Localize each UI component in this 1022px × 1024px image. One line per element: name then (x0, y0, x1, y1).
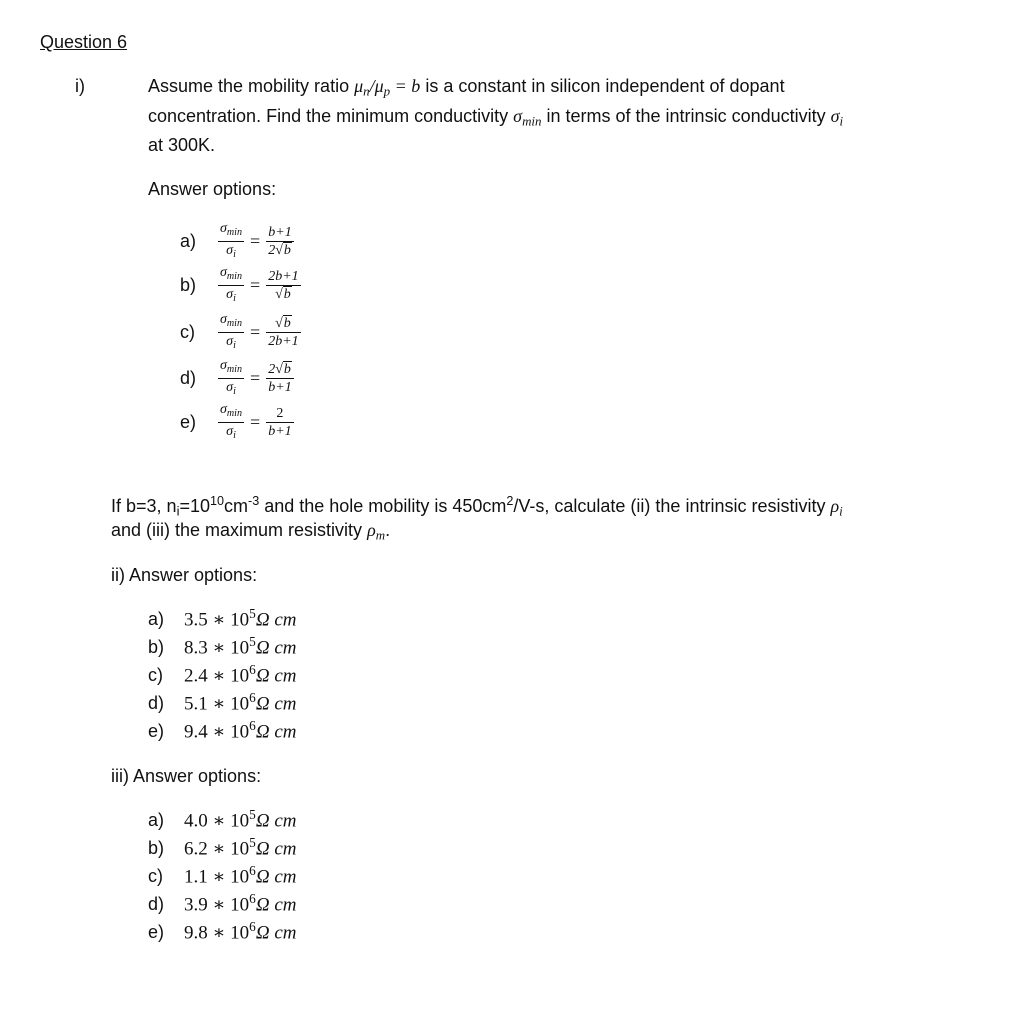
question-title: Question 6 (40, 32, 128, 52)
equals-sign: = (250, 274, 261, 295)
rho-i: $\rho_i$ (830, 495, 843, 519)
option-i-b[interactable] (180, 263, 301, 307)
option-ii-b[interactable] (148, 633, 296, 661)
option-label: e) (180, 411, 197, 432)
option-ii-e[interactable] (148, 717, 296, 745)
option-label: d) (180, 367, 197, 388)
rho-m: $\rho_m$ (367, 520, 386, 543)
mu-n: $\mu_n$ (354, 76, 370, 99)
option-value: 8.3 ∗ $10^5\Omega$ cm (184, 634, 297, 659)
part-iii-heading: iii) Answer options: (111, 766, 262, 786)
option-label: e) (148, 720, 165, 741)
part-i-line-1 (148, 75, 785, 103)
given-line-2: and (iii) the maximum resistivity $\rho_m$. (111, 520, 391, 543)
lhs-fraction: $\frac{\sigma_{min}}{\sigma_i}$ (220, 401, 243, 441)
part-i-line2-a: concentration. Find the minimum conductivity (148, 106, 514, 126)
lhs-fraction: $\frac{\sigma_{min}}{\sigma_i}$ (220, 357, 243, 397)
mu-p: $\mu_p$ (374, 76, 391, 99)
slash: / (369, 76, 375, 96)
option-value: 4.0 ∗ $10^5\Omega$ cm (184, 807, 297, 832)
option-value: 3.5 ∗ $10^5\Omega$ cm (184, 606, 297, 631)
option-label: c) (148, 664, 163, 685)
part-i-line-3: at 300K. (148, 135, 216, 155)
option-label: b) (148, 837, 165, 858)
option-value: 3.9 ∗ $10^6\Omega$ cm (184, 891, 297, 916)
option-iii-e[interactable] (148, 918, 296, 946)
option-iii-c[interactable] (148, 862, 296, 890)
lhs-fraction: $\frac{\sigma_{min}}{\sigma_i}$ (220, 264, 243, 304)
option-label: a) (148, 809, 165, 830)
option-ii-a[interactable] (148, 605, 296, 633)
rhs-fraction: $\frac{2}{b+1}$ (268, 405, 292, 439)
rhs-fraction: 2 √ b b+1 (266, 361, 294, 396)
part-i-label: i) (75, 76, 85, 96)
rhs-fraction: 2b+1 √ b (268, 268, 299, 302)
equals-sign: = (250, 230, 261, 251)
rhs-fraction: b+1 2 √ b (266, 224, 294, 259)
part-i-text-b: is a constant in silicon independent of dopant (420, 76, 785, 96)
option-value: 9.4 ∗ $10^6\Omega$ cm (184, 718, 297, 743)
part-i-line-2 (148, 105, 843, 133)
option-label: e) (148, 921, 165, 942)
equals-sign: = (250, 411, 261, 432)
option-iii-d[interactable] (148, 890, 296, 918)
option-iii-b[interactable] (148, 834, 296, 862)
option-label: c) (180, 321, 195, 342)
option-ii-c[interactable] (148, 661, 296, 689)
option-value: 1.1 ∗ $10^6\Omega$ cm (184, 863, 297, 888)
rhs-fraction: √ b 2b+1 (268, 315, 299, 349)
option-value: 6.2 ∗ $10^5\Omega$ cm (184, 835, 297, 860)
equals-b: = b (390, 76, 421, 96)
option-label: b) (180, 274, 197, 295)
sigma-i: $\sigma_i$ (830, 106, 844, 129)
given-line-1: If b=3, $n_i=10^{10}cm^{-3}$ and the hole mobility is $450cm^2/V-s$, calculate (ii) the intrinsic resistivity $\rho_i$ (111, 494, 843, 519)
option-label: b) (148, 636, 165, 657)
option-ii-d[interactable] (148, 689, 296, 717)
option-i-e[interactable] (180, 400, 294, 444)
equals-sign: = (250, 321, 261, 342)
sigma-min: $\sigma_{min}$ (513, 106, 542, 129)
part-ii-heading: ii) Answer options: (111, 565, 258, 585)
option-i-a[interactable] (180, 219, 294, 263)
option-value: 9.8 ∗ $10^6\Omega$ cm (184, 919, 297, 944)
option-value: 5.1 ∗ $10^6\Omega$ cm (184, 690, 297, 715)
equals-sign: = (250, 367, 261, 388)
option-label: a) (148, 608, 165, 629)
option-i-d[interactable] (180, 356, 294, 400)
option-iii-a[interactable] (148, 806, 296, 834)
option-label: d) (148, 893, 165, 914)
option-label: c) (148, 865, 163, 886)
part-i-line2-b: in terms of the intrinsic conductivity (541, 106, 831, 126)
lhs-fraction: $\frac{\sigma_{min}}{\sigma_i}$ (220, 220, 243, 260)
option-i-c[interactable] (180, 310, 301, 354)
part-i-text-a: Assume the mobility ratio (148, 76, 355, 96)
option-value: 2.4 ∗ $10^6\Omega$ cm (184, 662, 297, 687)
part-i-answer-heading: Answer options: (148, 179, 277, 199)
lhs-fraction: $\frac{\sigma_{min}}{\sigma_i}$ (220, 311, 243, 351)
option-label: a) (180, 230, 197, 251)
option-label: d) (148, 692, 165, 713)
